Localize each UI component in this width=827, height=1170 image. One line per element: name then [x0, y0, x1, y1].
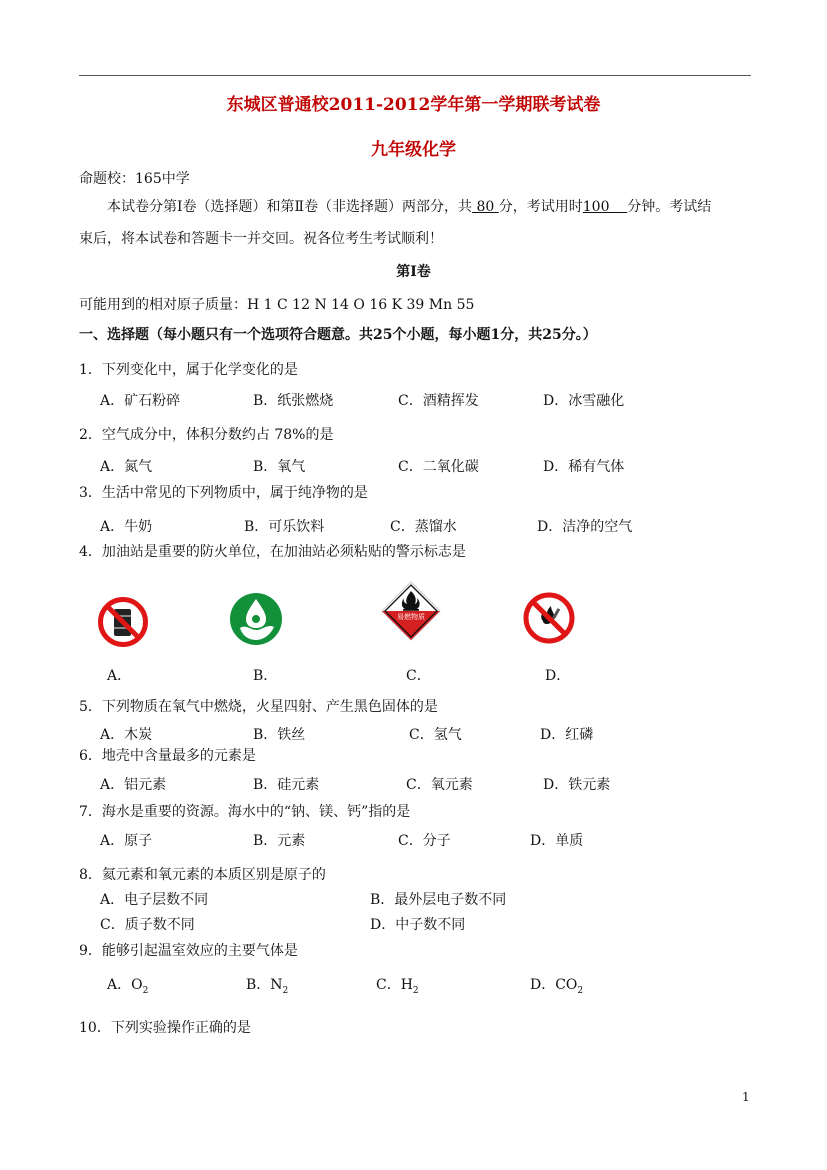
section-title: 第Ⅰ卷 [396, 264, 431, 280]
q8-option-b: B．最外层电子数不同 [370, 892, 507, 908]
q4-option-d: D． [545, 668, 571, 684]
q7-option-d: D．单质 [530, 833, 584, 849]
q9-option-c [376, 974, 419, 996]
intro-text-b: 分，考试用时 [498, 199, 583, 215]
no-fuel-drum-sign-icon [97, 596, 149, 648]
exam-time: 100 [582, 199, 628, 215]
flammable-hazard-sign-icon [380, 580, 442, 642]
q6-option-d: D．铁元素 [543, 777, 611, 793]
question-4-stem: 4．加油站是重要的防火单位，在加油站必须粘贴的警示标志是 [79, 544, 466, 560]
question-5-stem: 5．下列物质在氧气中燃烧，火星四射、产生黑色固体的是 [79, 699, 438, 715]
q3-option-a: A．牛奶 [100, 519, 153, 535]
q9-option-a [107, 974, 148, 996]
page-title: 东城区普通校2011-2012学年第一学期联考试卷 [226, 95, 601, 115]
question-10-stem: 10．下列实验操作正确的是 [79, 1020, 251, 1036]
q2-option-d: D．稀有气体 [543, 459, 625, 475]
q7-option-b: B．元素 [253, 833, 306, 849]
flammable-sign-label: 易燃物质 [397, 613, 425, 621]
q9-option-c-text: C．H [376, 977, 413, 993]
q7-option-a: A．原子 [100, 833, 153, 849]
q3-option-b: B．可乐饮料 [244, 519, 325, 535]
q5-option-a: A．木炭 [100, 727, 153, 743]
intro-text-c: 分钟。考试结 [627, 199, 712, 215]
q1-option-a: A．矿石粉碎 [100, 393, 181, 409]
page-number: 1 [742, 1090, 750, 1104]
page-subtitle: 九年级化学 [371, 140, 456, 160]
q3-option-c: C．蒸馏水 [390, 519, 457, 535]
q9-option-d-sub: 2 [577, 985, 584, 996]
school-line: 命题校：165中学 [79, 171, 190, 187]
q9-option-c-sub: 2 [412, 985, 419, 996]
q9-option-a-sub: 2 [142, 985, 149, 996]
q5-option-c: C．氢气 [409, 727, 462, 743]
q9-option-b [246, 974, 288, 996]
q8-option-a: A．电子层数不同 [100, 892, 209, 908]
q9-option-d [530, 974, 583, 996]
question-6-stem: 6．地壳中含量最多的元素是 [79, 748, 256, 764]
intro-line-2: 束后，将本试卷和答题卡一并交回。祝各位考生考试顺利！ [79, 231, 443, 247]
q9-option-d-text: D．CO [530, 977, 578, 993]
intro-line-1 [107, 196, 711, 216]
q2-option-c: C．二氧化碳 [398, 459, 479, 475]
water-saving-sign-icon [229, 592, 283, 646]
q5-option-d: D．红磷 [540, 727, 594, 743]
q8-option-c: C．质子数不同 [100, 917, 195, 933]
q9-option-a-text: A．O [107, 977, 143, 993]
section-heading: 一、选择题（每小题只有一个选项符合题意。共25个小题，每小题1分，共25分。） [79, 327, 597, 343]
q2-option-b: B．氧气 [253, 459, 306, 475]
q7-option-c: C．分子 [398, 833, 451, 849]
q9-option-b-sub: 2 [282, 985, 289, 996]
no-open-flame-sign-icon [521, 591, 577, 645]
q1-option-b: B．纸张燃烧 [253, 393, 334, 409]
q4-option-c: C． [406, 668, 431, 684]
question-7-stem: 7．海水是重要的资源。海水中的“钠、镁、钙”指的是 [79, 804, 411, 820]
header-rule [79, 75, 751, 76]
question-1-stem: 1．下列变化中，属于化学变化的是 [79, 362, 298, 378]
q5-option-b: B．铁丝 [253, 727, 306, 743]
q2-option-a: A．氮气 [100, 459, 153, 475]
q1-option-c: C．酒精挥发 [398, 393, 479, 409]
intro-text-a: 本试卷分第Ⅰ卷（选择题）和第Ⅱ卷（非选择题）两部分，共 [107, 199, 473, 215]
q8-option-d: D．中子数不同 [370, 917, 466, 933]
q6-option-a: A．铝元素 [100, 777, 167, 793]
question-2-stem: 2．空气成分中，体积分数约占 78%的是 [79, 427, 334, 443]
atomic-masses: 可能用到的相对原子质量：H 1 C 12 N 14 O 16 K 39 Mn 55 [79, 297, 475, 313]
question-8-stem: 8．氦元素和氧元素的本质区别是原子的 [79, 867, 326, 883]
q6-option-b: B．硅元素 [253, 777, 320, 793]
q6-option-c: C．氧元素 [406, 777, 473, 793]
q1-option-d: D．冰雪融化 [543, 393, 625, 409]
total-score: 80 [472, 199, 499, 215]
q9-option-b-text: B．N [246, 977, 283, 993]
question-9-stem: 9．能够引起温室效应的主要气体是 [79, 943, 298, 959]
q4-option-b: B． [253, 668, 278, 684]
question-3-stem: 3．生活中常见的下列物质中，属于纯净物的是 [79, 485, 368, 501]
q3-option-d: D．洁净的空气 [537, 519, 633, 535]
q4-option-a: A． [107, 668, 132, 684]
